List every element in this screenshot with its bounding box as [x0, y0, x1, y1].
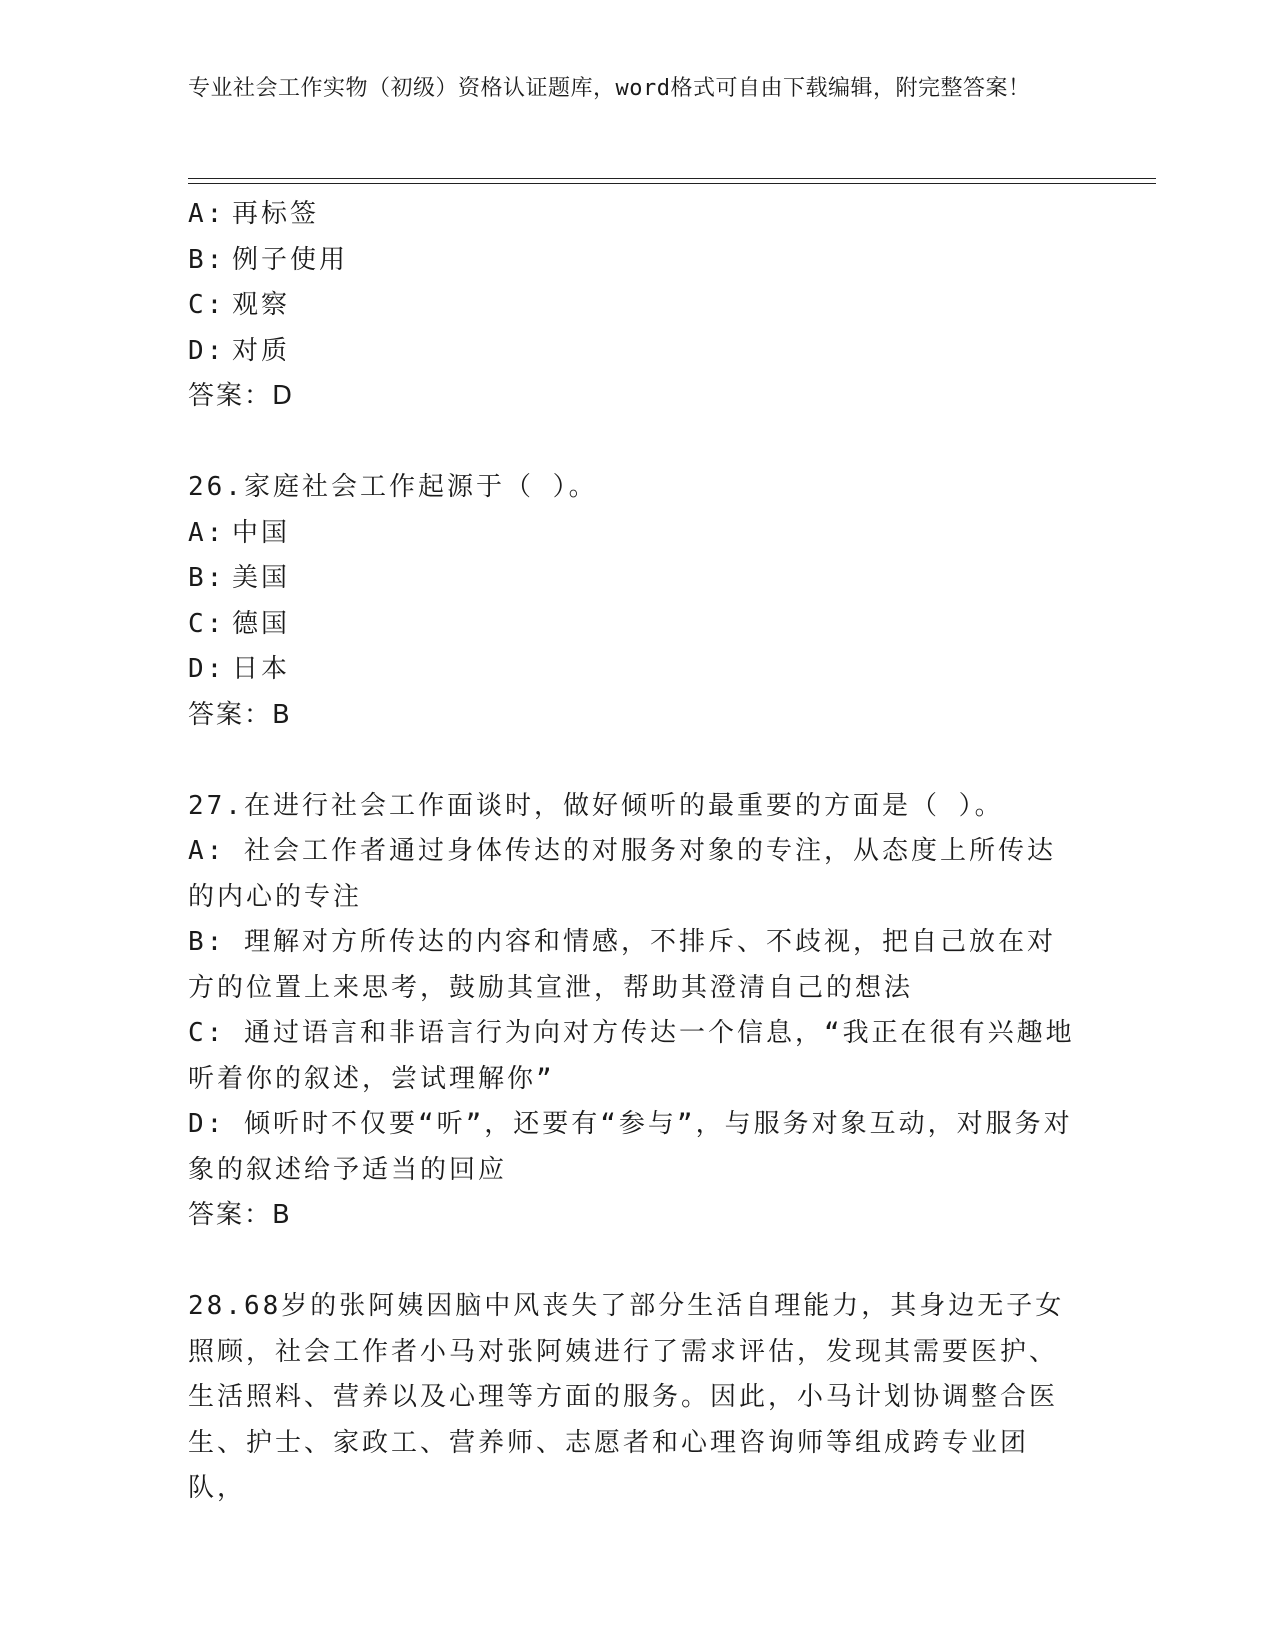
header-rule-top [188, 178, 1156, 179]
question-stem: 28.68岁的张阿姨因脑中风丧失了部分生活自理能力，其身边无子女照顾，社会工作者小马对张阿姨进行了需求评估，发现其需要医护、生活照料、营养以及心理等方面的服务。因此，小马计划协调整合医生、护士、家政工、营养师、志愿者和心理咨询师等组成跨专业团队， [188, 1291, 1065, 1503]
question-26 [188, 465, 1078, 738]
option-a: A: 中国 [188, 517, 291, 548]
spacer [188, 420, 1078, 466]
option-d: D: 倾听时不仅要“听”，还要有“参与”，与服务对象互动，对服务对象的叙述给予适当的回应 [188, 1109, 1073, 1185]
answer-line: 答案：B [188, 1200, 292, 1230]
header-rule-bottom [188, 183, 1156, 184]
question-stem: 27.在进行社会工作面谈时，做好倾听的最重要的方面是（ ）。 [188, 790, 1004, 821]
option-c: C: 观察 [188, 290, 291, 320]
prev-question-options [188, 192, 1078, 420]
answer-line: 答案：B [188, 699, 292, 730]
option-b: B: 理解对方所传达的内容和情感，不排斥、不歧视，把自己放在对方的位置上来思考，鼓励其宣泄，帮助其澄清自己的想法 [188, 927, 1056, 1003]
option-c: C: 德国 [188, 608, 291, 639]
option-a: A: 再标签 [188, 199, 320, 229]
option-d: D: 对质 [188, 335, 291, 366]
document-header: 专业社会工作实物（初级）资格认证题库，word格式可自由下载编辑，附完整答案！ [188, 76, 1031, 101]
question-27 [188, 784, 1078, 1239]
option-a: A: 社会工作者通过身体传达的对服务对象的专注，从态度上所传达的内心的专注 [188, 836, 1056, 912]
answer-line: 答案：D [188, 381, 295, 411]
spacer [188, 1239, 1078, 1285]
question-content [188, 192, 1078, 1512]
spacer [188, 738, 1078, 784]
option-c: C: 通过语言和非语言行为向对方传达一个信息，“我正在很有兴趣地听着你的叙述，尝试理解你” [188, 1018, 1075, 1094]
question-stem: 26.家庭社会工作起源于（ ）。 [188, 472, 598, 502]
option-b: B: 例子使用 [188, 244, 349, 275]
option-d: D: 日本 [188, 654, 291, 684]
option-b: B: 美国 [188, 563, 291, 593]
question-28 [188, 1284, 1078, 1512]
